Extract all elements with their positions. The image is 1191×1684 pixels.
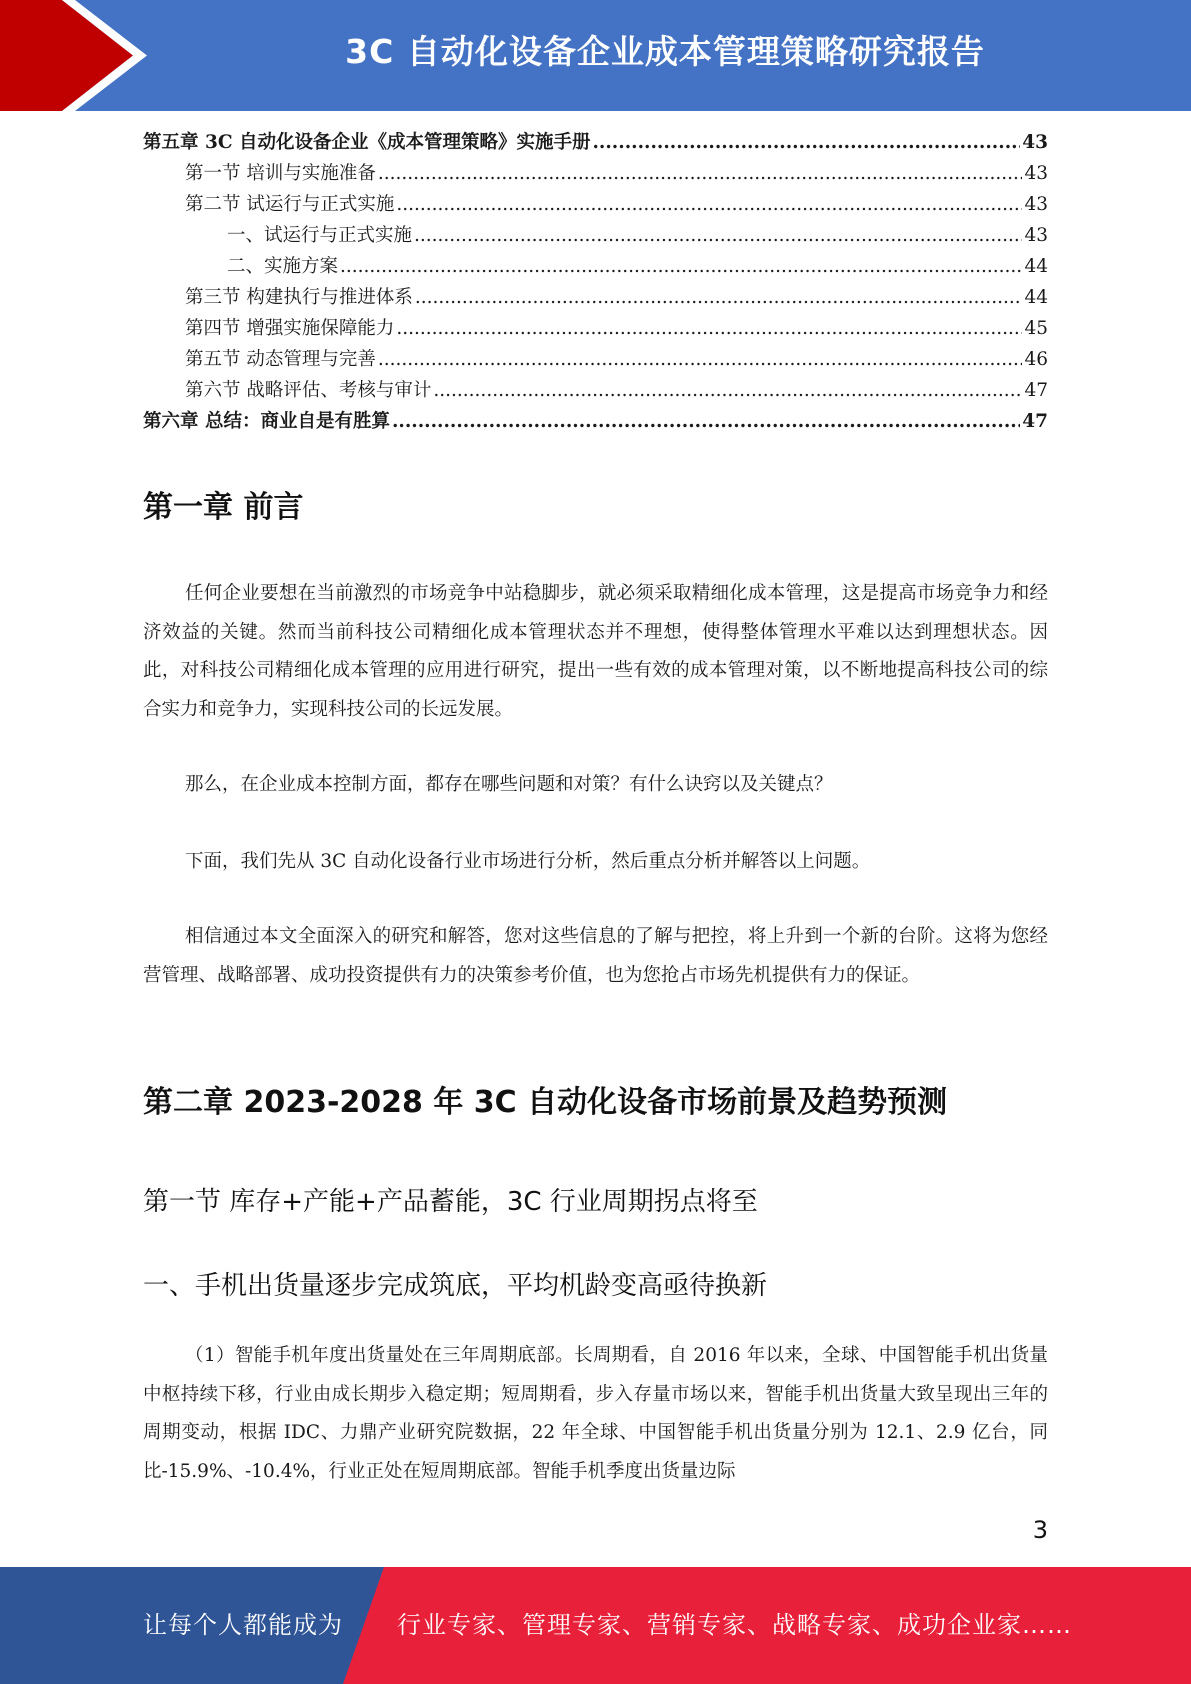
toc-entry-page: 44 bbox=[1024, 256, 1048, 277]
toc-leader-dots bbox=[414, 225, 1022, 246]
toc-entry-label: 第六章 总结：商业自是有胜算 bbox=[143, 411, 390, 432]
report-title: 3C 自动化设备企业成本管理策略研究报告 bbox=[345, 32, 985, 71]
toc-leader-dots bbox=[592, 132, 1020, 153]
toc-entry[interactable] bbox=[143, 283, 1048, 314]
toc-entry[interactable] bbox=[143, 407, 1048, 438]
toc-leader-dots bbox=[396, 318, 1022, 339]
footer-slogan-roles: 行业专家、管理专家、营销专家、战略专家、成功企业家…… bbox=[397, 1611, 1072, 1639]
toc-entry[interactable] bbox=[143, 314, 1048, 345]
chapter2-heading: 第二章 2023-2028 年 3C 自动化设备市场前景及趋势预测 bbox=[143, 1085, 948, 1120]
toc-leader-dots bbox=[340, 256, 1022, 277]
toc-entry-label: 第四节 增强实施保障能力 bbox=[185, 318, 395, 339]
body-paragraph: 那么，在企业成本控制方面，都存在哪些问题和对策？有什么诀窍以及关键点？ bbox=[185, 774, 833, 795]
section-heading: 第一节 库存+产能+产品蓄能，3C 行业周期拐点将至 bbox=[143, 1187, 758, 1217]
page-header bbox=[0, 0, 1191, 111]
toc-entry-label: 第一节 培训与实施准备 bbox=[185, 163, 376, 184]
toc-entry-page: 43 bbox=[1022, 132, 1048, 153]
toc-entry-page: 45 bbox=[1024, 318, 1048, 339]
toc-entry[interactable] bbox=[143, 190, 1048, 221]
toc-leader-dots bbox=[433, 380, 1022, 401]
toc-entry-page: 43 bbox=[1024, 194, 1048, 215]
toc-entry-page: 46 bbox=[1024, 349, 1048, 370]
footer-slogan-lead: 让每个人都能成为 bbox=[143, 1611, 343, 1639]
table-of-contents bbox=[143, 128, 1048, 438]
toc-entry[interactable] bbox=[143, 376, 1048, 407]
toc-entry-page: 43 bbox=[1024, 225, 1048, 246]
toc-leader-dots bbox=[392, 411, 1020, 432]
toc-entry-page: 47 bbox=[1024, 380, 1048, 401]
toc-entry-label: 第三节 构建执行与推进体系 bbox=[185, 287, 413, 308]
subsection-heading: 一、手机出货量逐步完成筑底，平均机龄变高亟待换新 bbox=[143, 1271, 768, 1301]
toc-entry-page: 44 bbox=[1024, 287, 1048, 308]
toc-entry-label: 第五节 动态管理与完善 bbox=[185, 349, 376, 370]
toc-entry-page: 43 bbox=[1024, 163, 1048, 184]
toc-leader-dots bbox=[378, 163, 1023, 184]
toc-leader-dots bbox=[396, 194, 1022, 215]
toc-entry[interactable] bbox=[143, 159, 1048, 190]
body-paragraph: （1）智能手机年度出货量处在三年周期底部。长周期看，自 2016 年以来，全球、中国智能手机出货量中枢持续下移，行业由成长期步入稳定期；短周期看，步入存量市场以来，智能手机出货量大致呈现出三年的周期变动，根据 IDC、力鼎产业研究院数据，22 年全球、中国智能手机出货量分别为 12.1、2.9 亿台，同比-15.9%、-10.4%，行业正处在短周期底部。智能手机季度出货量边际 bbox=[143, 1345, 1048, 1482]
page-footer bbox=[0, 1567, 1191, 1684]
header-arrow-decoration bbox=[0, 0, 160, 111]
body-paragraph: 下面，我们先从 3C 自动化设备行业市场进行分析，然后重点分析并解答以上问题。 bbox=[185, 851, 871, 872]
toc-entry[interactable] bbox=[143, 128, 1048, 159]
toc-entry[interactable] bbox=[143, 221, 1048, 252]
toc-entry-label: 第五章 3C 自动化设备企业《成本管理策略》实施手册 bbox=[143, 132, 591, 153]
chapter1-heading: 第一章 前言 bbox=[143, 490, 304, 525]
body-paragraph: 任何企业要想在当前激烈的市场竞争中站稳脚步，就必须采取精细化成本管理，这是提高市场竞争力和经济效益的关键。然而当前科技公司精细化成本管理状态并不理想，使得整体管理水平难以达到理想状态。因此，对科技公司精细化成本管理的应用进行研究，提出一些有效的成本管理对策，以不断地提高科技公司的综合实力和竞争力，实现科技公司的长远发展。 bbox=[143, 583, 1048, 720]
toc-leader-dots bbox=[415, 287, 1023, 308]
toc-entry-label: 第六节 战略评估、考核与审计 bbox=[185, 380, 432, 401]
toc-entry-label: 第二节 试运行与正式实施 bbox=[185, 194, 395, 215]
toc-entry-page: 47 bbox=[1022, 411, 1048, 432]
page-number: 3 bbox=[1032, 1516, 1048, 1544]
toc-entry[interactable] bbox=[143, 345, 1048, 376]
toc-entry-label: 二、实施方案 bbox=[227, 256, 339, 277]
toc-entry-label: 一、试运行与正式实施 bbox=[227, 225, 413, 246]
body-paragraph: 相信通过本文全面深入的研究和解答，您对这些信息的了解与把控，将上升到一个新的台阶。这将为您经营管理、战略部署、成功投资提供有力的决策参考价值，也为您抢占市场先机提供有力的保证。 bbox=[143, 926, 1048, 986]
toc-leader-dots bbox=[378, 349, 1023, 370]
toc-entry[interactable] bbox=[143, 252, 1048, 283]
